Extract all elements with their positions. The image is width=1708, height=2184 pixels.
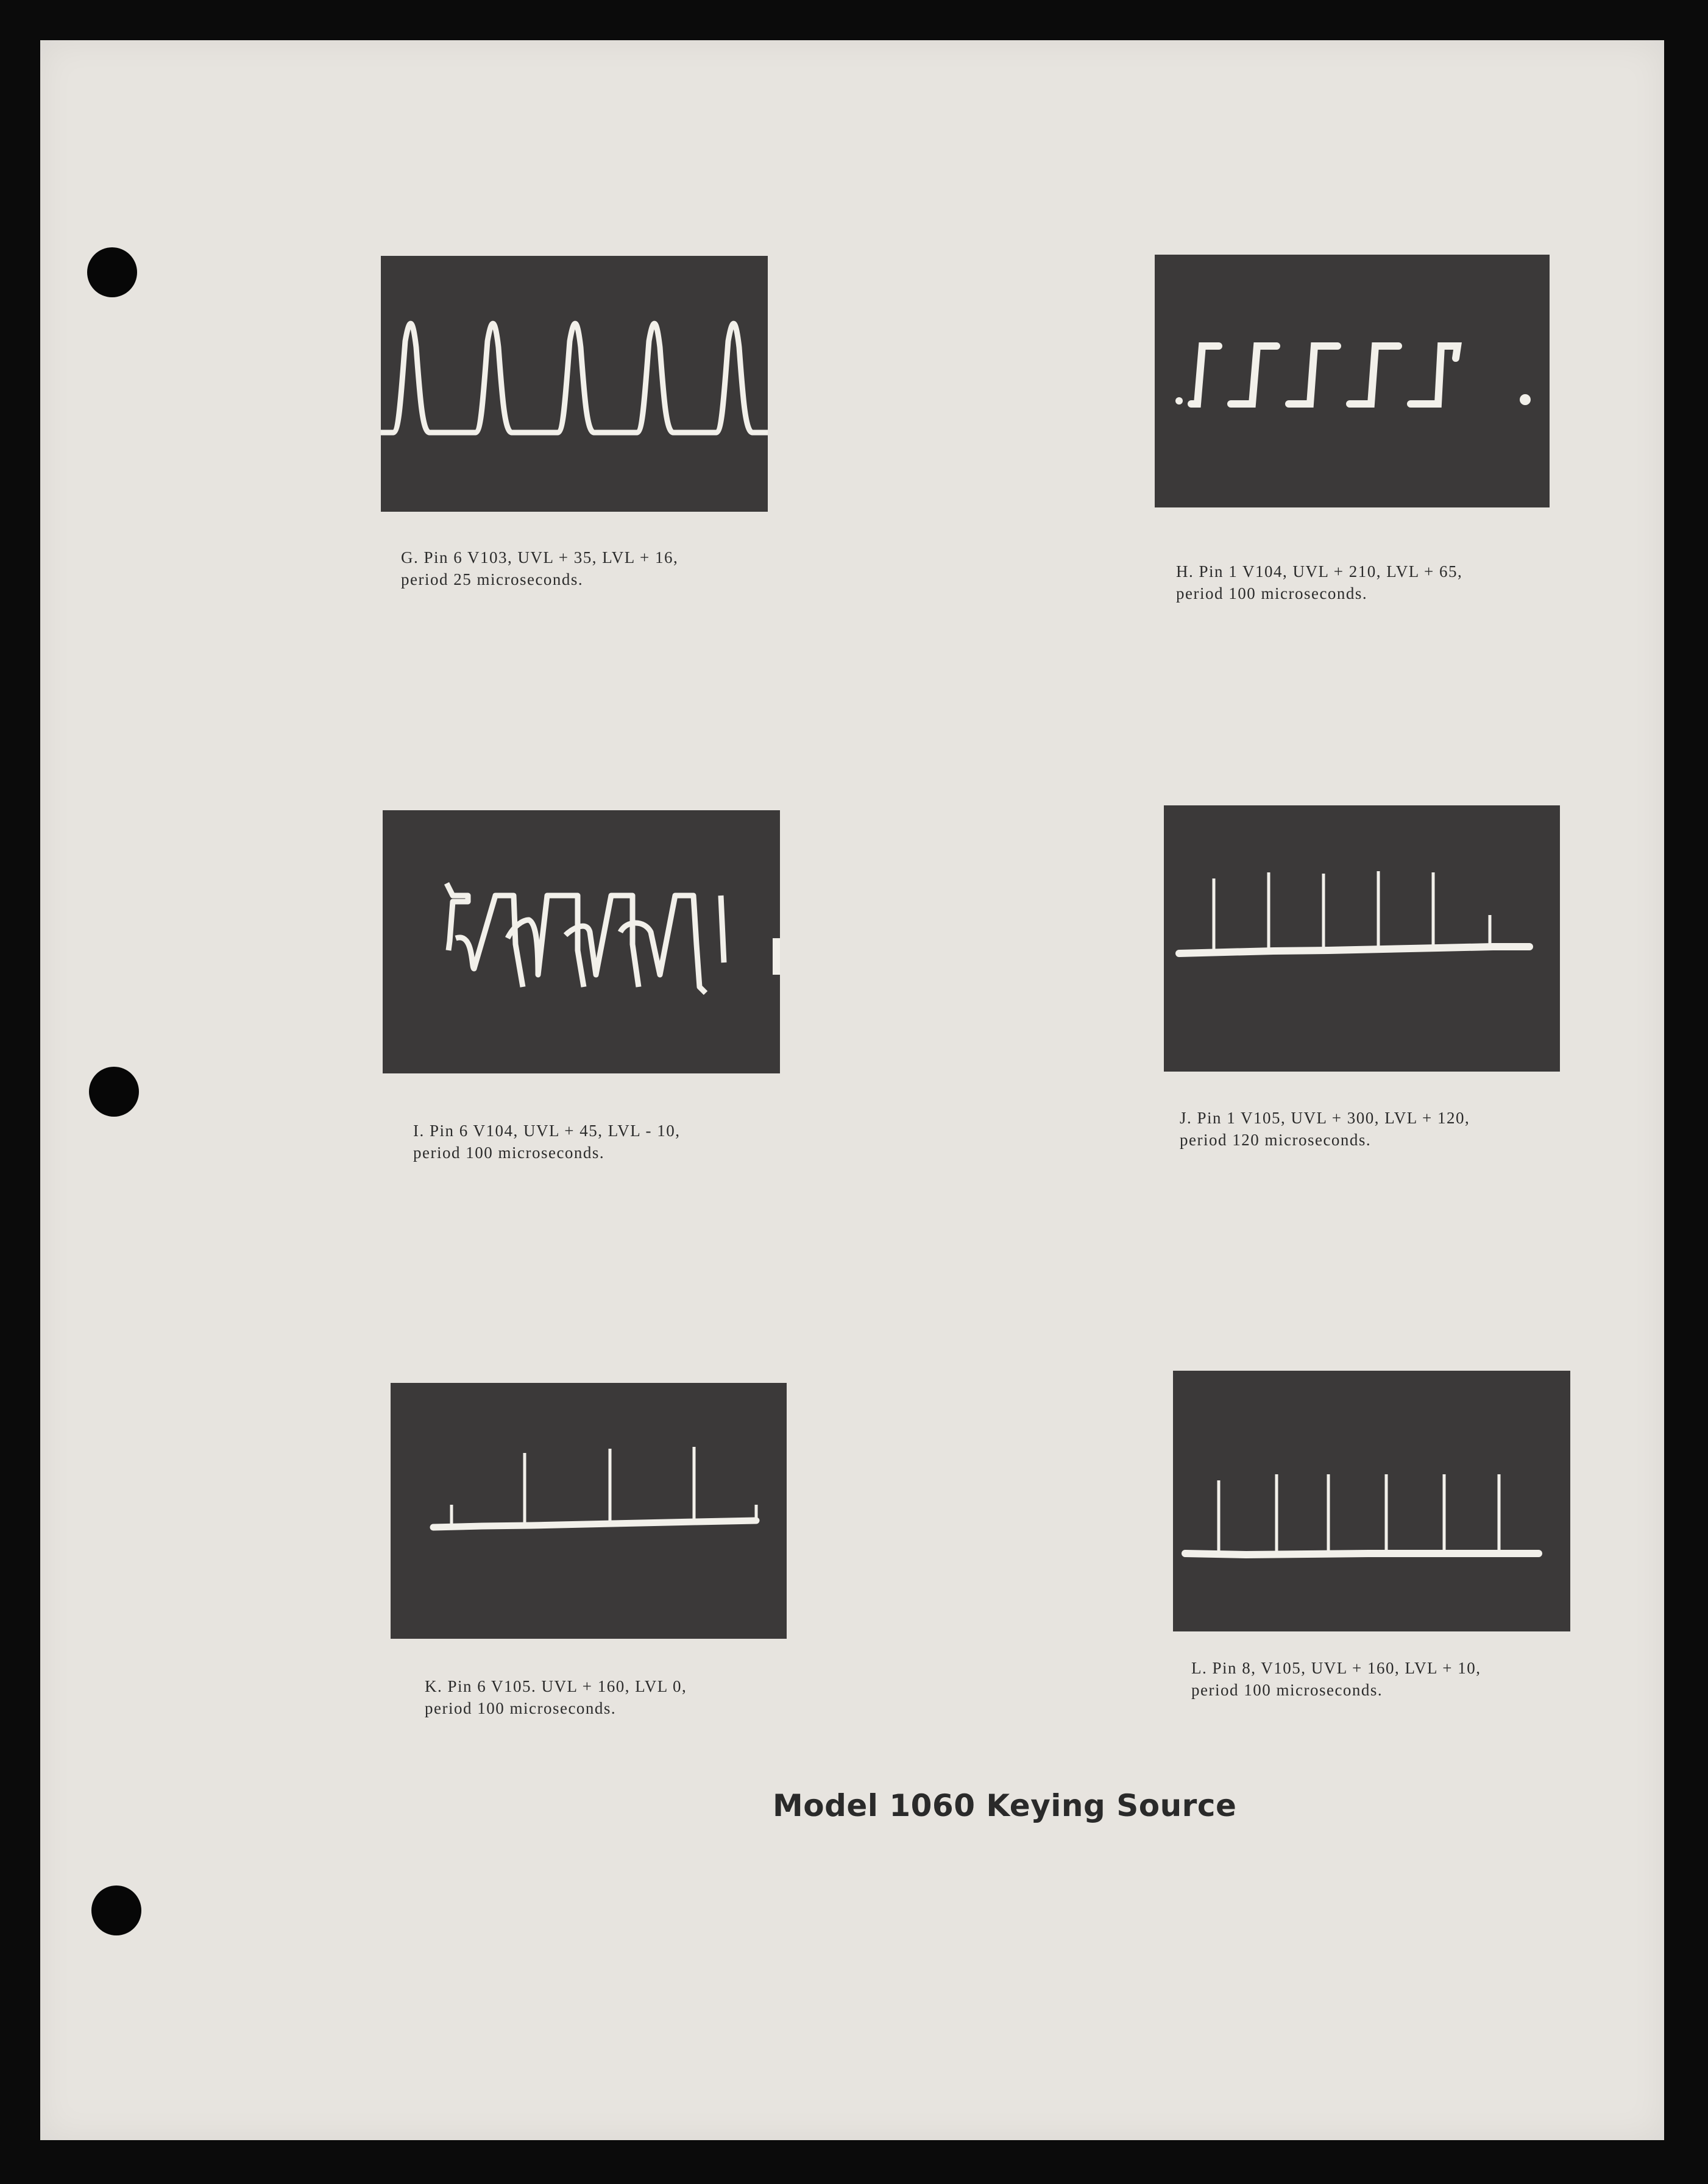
waveform-h	[1155, 255, 1550, 507]
waveform-j	[1164, 805, 1560, 1072]
binder-hole-middle	[89, 1067, 139, 1117]
page-title: Model 1060 Keying Source	[773, 1788, 1237, 1823]
waveform-i	[383, 810, 780, 1073]
oscillogram-h	[1155, 255, 1550, 507]
caption-l-line1: L. Pin 8, V105, UVL + 160, LVL + 10,	[1191, 1659, 1481, 1677]
caption-j-line2: period 120 microseconds.	[1180, 1131, 1372, 1149]
caption-i	[413, 1120, 680, 1164]
oscillogram-j	[1164, 805, 1560, 1072]
waveform-l	[1173, 1371, 1570, 1631]
caption-k	[425, 1675, 687, 1719]
caption-l	[1191, 1657, 1481, 1701]
caption-g-line2: period 25 microseconds.	[401, 570, 584, 588]
caption-h	[1176, 560, 1462, 604]
caption-j	[1180, 1107, 1470, 1151]
caption-i-line2: period 100 microseconds.	[413, 1143, 605, 1162]
caption-h-line1: H. Pin 1 V104, UVL + 210, LVL + 65,	[1176, 562, 1463, 581]
binder-hole-bottom	[91, 1885, 141, 1935]
caption-g-line1: G. Pin 6 V103, UVL + 35, LVL + 16,	[401, 548, 679, 567]
oscillogram-i	[383, 810, 780, 1073]
caption-g	[401, 546, 678, 590]
oscillogram-k	[391, 1383, 787, 1639]
caption-h-line2: period 100 microseconds.	[1176, 584, 1368, 603]
caption-k-line2: period 100 microseconds.	[425, 1699, 617, 1717]
oscillogram-g	[381, 256, 768, 512]
oscillogram-l	[1173, 1371, 1570, 1631]
caption-l-line2: period 100 microseconds.	[1191, 1681, 1383, 1699]
caption-j-line1: J. Pin 1 V105, UVL + 300, LVL + 120,	[1180, 1109, 1470, 1127]
waveform-k	[391, 1383, 787, 1639]
caption-k-line1: K. Pin 6 V105. UVL + 160, LVL 0,	[425, 1677, 687, 1695]
binder-hole-top	[87, 247, 137, 297]
waveform-g	[381, 256, 768, 512]
caption-i-line1: I. Pin 6 V104, UVL + 45, LVL - 10,	[413, 1122, 681, 1140]
